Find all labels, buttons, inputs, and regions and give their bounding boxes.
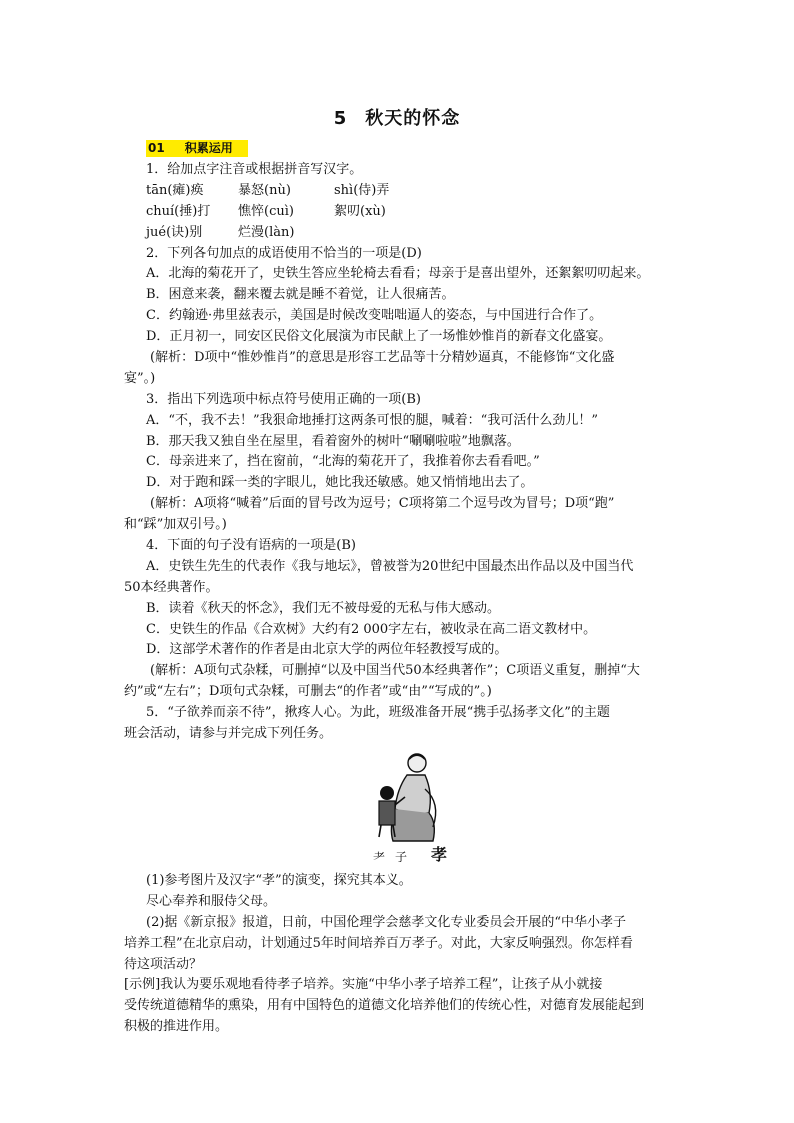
q4-option-a: A．史铁生先生的代表作《我与地坛》，曾被誉为20世纪中国最杰出作品以及中国当代 (146, 558, 634, 574)
q2-stem: 2．下列各句加点的成语使用不恰当的一项是(D) (146, 245, 422, 261)
q4-option-d: D．这部学术著作的作者是由北京大学的两位年轻教授写成的。 (146, 642, 508, 658)
svg-text:⺹: ⺹ (373, 849, 386, 864)
pinyin-item: chuí(捶)打 (146, 203, 211, 219)
q2-option: B．困意来袭，翻来覆去就是睡不着觉，让人很痛苦。 (146, 287, 455, 303)
q4-analysis: (解析：A项句式杂糅，可删掉“以及中国当代50本经典著作”；C项语义重复，删掉“大 (150, 663, 640, 679)
section-label: 积累运用 (184, 141, 233, 155)
q4-stem: 4．下面的句子没有语病的一项是(B) (146, 538, 356, 554)
q5-sub1-answer: 尽心奉养和服侍父母。 (146, 893, 277, 909)
q2-analysis-cont: 宴”。) (124, 370, 156, 386)
pinyin-item: 憔悴(cuì) (238, 203, 294, 219)
q1-pinyin-row (146, 181, 676, 202)
q5-sub1-question: (1)参考图片及汉字“孝”的演变，探究其本义。 (146, 872, 412, 888)
section-header (146, 140, 248, 157)
pinyin-item: 暴怒(nù) (238, 182, 291, 198)
pinyin-item: 烂漫(làn) (238, 224, 295, 240)
q1-pinyin-row (146, 223, 676, 244)
q2-option: A．北海的菊花开了，史铁生答应坐轮椅去看看；母亲于是喜出望外，还絮絮叨叨起来。 (146, 266, 650, 282)
q2-option: C．约翰逊·弗里兹表示，美国是时候改变咄咄逼人的姿态，与中国进行合作了。 (146, 308, 603, 324)
q5-sub2-question-end: 待这项活动？ (124, 956, 203, 972)
q5-sub2-question-cont: 培养工程”在北京启动，计划通过5年时间培养百万孝子。对此，大家反响强烈。你怎样看 (124, 935, 633, 951)
q3-analysis: (解析：A项将“喊着”后面的冒号改为逗号；C项将第二个逗号改为冒号；D项“跑” (150, 496, 615, 512)
lesson-number: 5 (333, 108, 348, 129)
q2-option: D．正月初一，同安区民俗文化展演为市民献上了一场惟妙惟肖的新春文化盛宴。 (146, 329, 612, 345)
pinyin-item: tān(瘫)痪 (146, 182, 204, 198)
q4-option-b: B．读着《秋天的怀念》，我们无不被母爱的无私与伟大感动。 (146, 600, 501, 616)
pinyin-item: shì(侍)弄 (334, 182, 390, 198)
q4-option-c: C．史铁生的作品《合欢树》大约有2 000字左右，被收录在高二语文教材中。 (146, 621, 597, 637)
q5-sub2-question: (2)据《新京报》报道，日前，中国伦理学会慈孝文化专业委员会开展的“中华小孝子 (146, 914, 627, 930)
q4-option-a-cont: 50本经典著作。 (124, 579, 219, 595)
q5-sub2-answer: [示例]我认为要乐观地看待孝子培养。实施“中华小孝子培养工程”，让孩子从小就接 (124, 977, 603, 993)
q5-stem: 5．“子欲养而亲不待”，揪疼人心。为此，班级准备开展“携手弘扬孝文化”的主题 (146, 705, 610, 721)
q3-option: C．母亲进来了，挡在窗前，“北海的菊花开了，我推着你去看看吧。” (146, 454, 540, 470)
page-title (0, 104, 794, 130)
q3-option: B．那天我又独自坐在屋里，看着窗外的树叶“唰唰啦啦”地飘落。 (146, 433, 520, 449)
section-number: 01 (148, 141, 165, 155)
xiao-character: 孝 (431, 844, 448, 864)
q5-sub2-answer-end: 积极的推进作用。 (124, 1019, 229, 1035)
q1-stem: 1．给加点字注音或根据拼音写汉字。 (146, 162, 363, 177)
q1-pinyin-row (146, 202, 676, 223)
svg-text:⼦: ⼦ (395, 849, 408, 864)
q2-analysis: (解析：D项中“惟妙惟肖”的意思是形容工艺品等十分精妙逼真，不能修饰“文化盛 (150, 350, 615, 366)
filial-piety-illustration (146, 749, 676, 867)
lesson-title: 秋天的怀念 (365, 108, 461, 129)
pinyin-item: jué(诀)别 (146, 224, 203, 240)
q5-stem-cont: 班会活动，请参与并完成下列任务。 (124, 726, 333, 742)
q3-option: D．对于跑和踩一类的字眼儿，她比我还敏感。她又悄悄地出去了。 (146, 475, 534, 491)
q4-analysis-cont: 约”或“左右”；D项句式杂糅，可删去“的作者”或“由”“写成的”。) (124, 684, 492, 700)
q3-option: A．“不，我不去！”我狠命地捶打这两条可恨的腿，喊着：“我可活什么劲儿！” (146, 412, 598, 428)
q5-sub2-answer-cont: 受传统道德精华的熏染，用有中国特色的道德文化培养他们的传统心性，对德育发展能起到 (124, 998, 645, 1014)
q3-analysis-cont: 和“踩”加双引号。) (124, 517, 227, 533)
pinyin-item: 絮叨(xù) (334, 203, 386, 219)
q3-stem: 3．指出下列选项中标点符号使用正确的一项(B) (146, 391, 421, 407)
question-content (124, 160, 676, 1038)
